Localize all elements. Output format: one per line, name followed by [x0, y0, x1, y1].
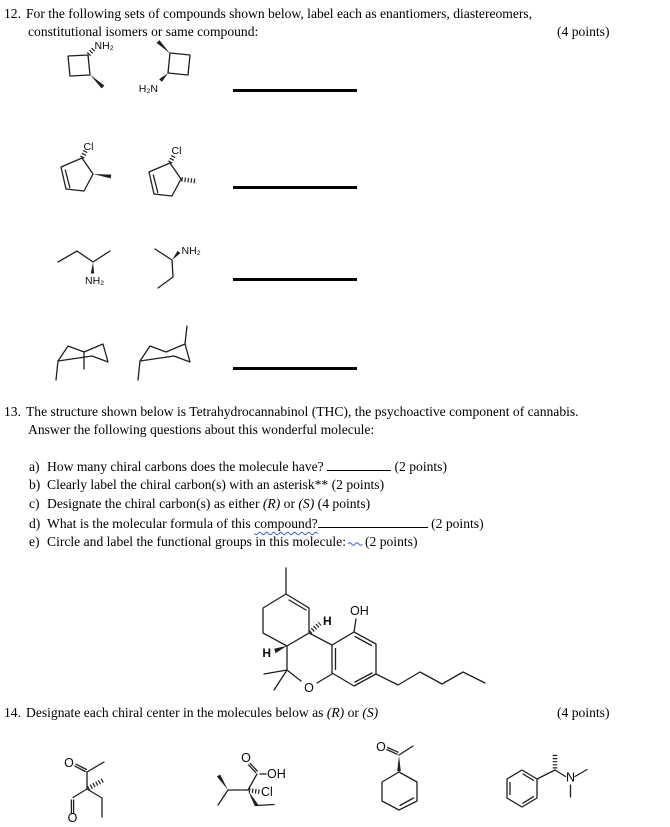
nh2-label: NH₂: [181, 245, 201, 257]
q14-points: (4 points): [557, 705, 610, 720]
q13-number: 13.: [4, 404, 21, 419]
nh2-label: NH₂: [85, 275, 105, 287]
q12-answer-blank-1: [233, 89, 357, 92]
item-points: (2 points): [394, 459, 447, 474]
q12-pair3-structures: [45, 240, 215, 300]
item-text: How many chiral carbons does the molecule have?: [47, 459, 324, 474]
molecule-14-1: [55, 750, 130, 827]
q14-text-or: or: [347, 705, 359, 720]
cl-label: Cl: [261, 785, 273, 799]
q12-pair1-structures: [50, 36, 220, 98]
carbonyl-oxygen-label: O: [241, 751, 251, 765]
q12-number: 12.: [4, 6, 21, 21]
ketone-oxygen-label: O: [376, 740, 386, 754]
molecule-chair-left: [56, 344, 108, 380]
hydroxyl-label: OH: [267, 767, 286, 781]
r-designation: (R): [326, 705, 345, 720]
item-points: (2 points): [431, 516, 484, 531]
misspelled-word: compound?: [254, 516, 318, 531]
q13-item-e: [29, 534, 417, 550]
item-text: Clearly label the chiral carbon(s) with an asterisk** (2 points): [47, 477, 385, 492]
item-text: What is the molecular formula of this: [47, 516, 251, 531]
molecule-chair-right: [138, 326, 190, 380]
molecule-chlorocyclopentene-right: [149, 145, 197, 196]
ketone-oxygen-label: O: [64, 756, 74, 770]
item-letter: c): [29, 496, 40, 511]
s-designation: (S): [298, 496, 315, 511]
q14-text: [26, 705, 378, 721]
h2n-label: H₂N: [138, 83, 158, 95]
molecule-chlorocyclopentene-left: [61, 141, 111, 191]
nh2-label: NH₂: [94, 40, 114, 52]
molecule-butanamine-right: [155, 245, 201, 288]
cl-label: Cl: [83, 141, 94, 153]
grammar-squiggle: [347, 540, 363, 546]
q13-item-a: [29, 458, 447, 475]
q12-answer-blank-2: [233, 186, 357, 189]
q13-item-c: [29, 496, 370, 512]
item-points: (2 points): [364, 534, 418, 549]
molecule-14-2: [210, 748, 305, 820]
q13a-answer-blank: [327, 458, 391, 471]
q13-item-b: [29, 477, 384, 493]
q12-answer-blank-4: [233, 367, 357, 370]
h-stereo-label-left: H: [262, 646, 271, 660]
item-letter: e): [29, 534, 40, 549]
q14-text-pre: Designate each chiral center in the molecules below as: [26, 705, 324, 720]
q12-pair4-structures: [45, 322, 205, 387]
item-text: Circle and label the functional groups in this molecule:: [47, 534, 346, 549]
s-designation: (S): [362, 705, 379, 720]
q12-text-line1: For the following sets of compounds shown below, label each as enantiomers, diastereomers,: [26, 6, 533, 21]
item-letter: a): [29, 459, 40, 474]
q12-points: (4 points): [557, 24, 610, 39]
cl-label: Cl: [171, 145, 182, 157]
q12-pair2-structures: [50, 138, 220, 218]
q13-text-line2: Answer the following questions about this wonderful molecule:: [28, 422, 375, 437]
molecule-butanamine-left: [58, 251, 110, 287]
molecule-cyclobutanamine-right: [139, 40, 190, 95]
nitrogen-label: N: [565, 770, 576, 785]
q12-answer-blank-3: [233, 278, 357, 281]
item-points: (4 points): [317, 496, 371, 511]
molecule-cyclobutanamine-left: [68, 40, 114, 88]
aldehyde-oxygen-label: O: [67, 811, 78, 825]
molecule-14-4: [495, 740, 607, 810]
q12-text-line2: constitutional isomers or same compound:: [28, 24, 259, 39]
item-text: or: [283, 496, 295, 511]
item-text: Designate the chiral carbon(s) as either: [47, 496, 260, 511]
oxygen-label: O: [304, 681, 314, 695]
q14-number: 14.: [4, 705, 21, 720]
q13-item-d: [29, 515, 484, 532]
item-letter: d): [29, 516, 41, 531]
h-stereo-label-top: H: [323, 614, 332, 628]
molecule-thc: [240, 555, 510, 703]
r-designation: (R): [262, 496, 281, 511]
molecule-14-3: [370, 733, 445, 827]
item-letter: b): [29, 477, 41, 492]
hydroxyl-label: OH: [350, 604, 369, 618]
q13d-answer-blank: [318, 515, 428, 528]
q13-text-line1: The structure shown below is Tetrahydrocannabinol (THC), the psychoactive component of cannabis.: [26, 404, 579, 419]
